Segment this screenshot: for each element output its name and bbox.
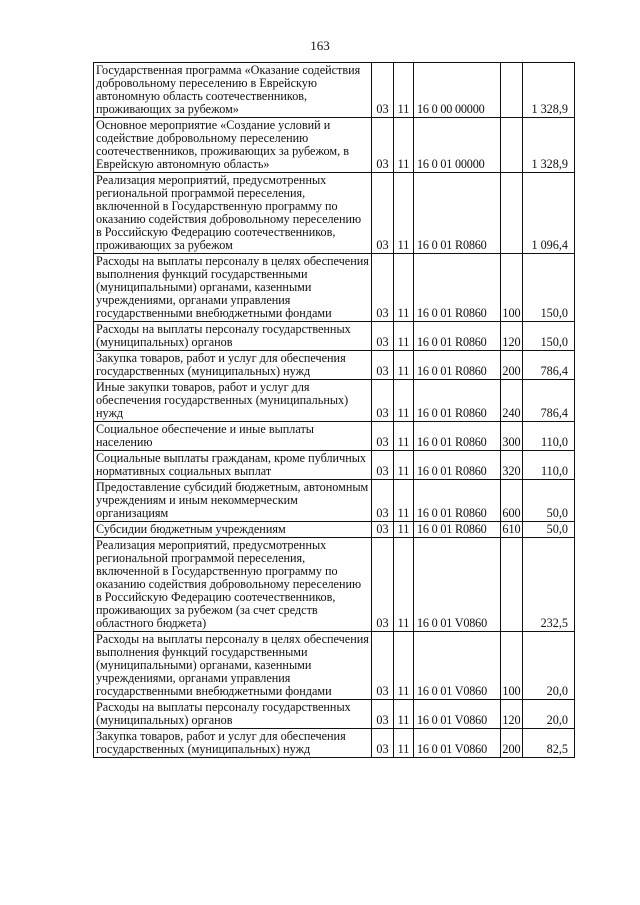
item-name-cell: Государственная программа «Оказание содействия добровольному переселению в Еврейскую автономную область соотечественников, проживающих за рубежом» xyxy=(94,63,372,118)
amount-cell: 20,0 xyxy=(523,700,575,729)
item-name-cell: Реализация мероприятий, предусмотренных региональной программой переселения, включенной в Государственную программу по оказанию содействия добровольному переселению в Российскую Федерацию соотечественников, проживающих за рубежом xyxy=(94,173,372,254)
expense-type-cell xyxy=(501,63,523,118)
budget-table-body xyxy=(94,63,575,758)
table-row xyxy=(94,538,575,632)
table-row xyxy=(94,700,575,729)
target-article-cell: 16 0 01 R0860 xyxy=(414,480,501,522)
target-article-cell: 16 0 01 V0860 xyxy=(414,729,501,758)
target-article-cell: 16 0 01 R0860 xyxy=(414,351,501,380)
table-row xyxy=(94,351,575,380)
section-code-cell: 03 xyxy=(372,422,394,451)
target-article-cell: 16 0 01 V0860 xyxy=(414,538,501,632)
section-code-cell: 03 xyxy=(372,632,394,700)
expense-type-cell: 200 xyxy=(501,729,523,758)
subsection-code-cell: 11 xyxy=(394,63,414,118)
amount-cell: 786,4 xyxy=(523,380,575,422)
subsection-code-cell: 11 xyxy=(394,632,414,700)
table-row xyxy=(94,63,575,118)
subsection-code-cell: 11 xyxy=(394,380,414,422)
subsection-code-cell: 11 xyxy=(394,351,414,380)
item-name-cell: Закупка товаров, работ и услуг для обеспечения государственных (муниципальных) нужд xyxy=(94,729,372,758)
section-code-cell: 03 xyxy=(372,700,394,729)
subsection-code-cell: 11 xyxy=(394,480,414,522)
section-code-cell: 03 xyxy=(372,451,394,480)
section-code-cell: 03 xyxy=(372,118,394,173)
section-code-cell: 03 xyxy=(372,522,394,538)
subsection-code-cell: 11 xyxy=(394,522,414,538)
amount-cell: 110,0 xyxy=(523,451,575,480)
item-name-cell: Закупка товаров, работ и услуг для обеспечения государственных (муниципальных) нужд xyxy=(94,351,372,380)
expense-type-cell: 610 xyxy=(502,522,521,536)
item-name-cell: Расходы на выплаты персоналу государственных (муниципальных) органов xyxy=(94,700,372,729)
table-row xyxy=(94,380,575,422)
target-article-cell: 16 0 01 00000 xyxy=(414,118,501,173)
target-article-cell: 16 0 01 R0860 xyxy=(414,380,501,422)
target-article-cell: 16 0 01 V0860 xyxy=(414,700,501,729)
expense-type-cell xyxy=(501,118,523,173)
table-row xyxy=(94,451,575,480)
item-name-cell: Социальное обеспечение и иные выплаты населению xyxy=(94,422,372,451)
subsection-code-cell: 11 xyxy=(394,451,414,480)
target-article-cell: 16 0 00 00000 xyxy=(414,63,501,118)
table-row xyxy=(94,118,575,173)
target-article-cell: 16 0 01 R0860 xyxy=(414,322,501,351)
section-code-cell: 03 xyxy=(372,322,394,351)
subsection-code-cell: 11 xyxy=(394,729,414,758)
subsection-code-cell: 11 xyxy=(394,254,414,322)
target-article-cell: 16 0 01 R0860 xyxy=(414,451,501,480)
item-name-cell: Предоставление субсидий бюджетным, автономным учреждениям и иным некоммерческим организациям xyxy=(94,480,372,522)
expense-type-cell: 120 xyxy=(501,700,523,729)
section-code-cell: 03 xyxy=(372,351,394,380)
amount-cell: 82,5 xyxy=(523,729,575,758)
expense-type-cell: 120 xyxy=(501,322,523,351)
target-article-cell: 16 0 01 R0860 xyxy=(414,522,501,538)
table-row xyxy=(94,422,575,451)
amount-cell: 20,0 xyxy=(523,632,575,700)
item-name-cell: Иные закупки товаров, работ и услуг для обеспечения государственных (муниципальных) нужд xyxy=(94,380,372,422)
subsection-code-cell: 11 xyxy=(394,322,414,351)
amount-cell: 110,0 xyxy=(523,422,575,451)
expense-type-cell xyxy=(501,173,523,254)
table-row xyxy=(94,480,575,522)
target-article-cell: 16 0 01 V0860 xyxy=(414,632,501,700)
amount-cell: 150,0 xyxy=(523,254,575,322)
expense-type-cell: 240 xyxy=(501,380,523,422)
subsection-code-cell: 11 xyxy=(394,538,414,632)
section-code-cell: 03 xyxy=(372,480,394,522)
expense-type-cell: 600 xyxy=(501,480,523,522)
amount-cell: 232,5 xyxy=(523,538,575,632)
target-article-cell: 16 0 01 R0860 xyxy=(414,173,501,254)
section-code-cell: 03 xyxy=(372,380,394,422)
section-code-cell: 03 xyxy=(372,538,394,632)
table-row xyxy=(94,254,575,322)
target-article-cell: 16 0 01 R0860 xyxy=(414,254,501,322)
subsection-code-cell: 11 xyxy=(394,700,414,729)
amount-cell: 50,0 xyxy=(523,480,575,522)
expense-type-cell: 100 xyxy=(501,632,523,700)
expense-type-cell: 100 xyxy=(501,254,523,322)
table-row xyxy=(94,173,575,254)
budget-table xyxy=(93,62,575,758)
item-name-cell: Основное мероприятие «Создание условий и содействие добровольному переселению соотечественников, проживающих за рубежом, в Еврейскую автономную область» xyxy=(94,118,372,173)
item-name-cell: Расходы на выплаты персоналу в целях обеспечения выполнения функций государственными (муниципальными) органами, казенными учреждениями, органами управления государственными внебюджетными фондами xyxy=(94,254,372,322)
amount-cell: 1 096,4 xyxy=(523,173,575,254)
subsection-code-cell: 11 xyxy=(394,173,414,254)
page-number: 163 xyxy=(310,38,330,53)
amount-cell: 1 328,9 xyxy=(523,118,575,173)
table-row xyxy=(94,322,575,351)
item-name-cell: Субсидии бюджетным учреждениям xyxy=(94,522,372,538)
item-name-cell: Социальные выплаты гражданам, кроме публичных нормативных социальных выплат xyxy=(94,451,372,480)
amount-cell: 786,4 xyxy=(523,351,575,380)
section-code-cell: 03 xyxy=(372,254,394,322)
amount-cell: 1 328,9 xyxy=(523,63,575,118)
amount-cell: 50,0 xyxy=(523,522,575,538)
subsection-code-cell: 11 xyxy=(394,118,414,173)
table-row xyxy=(94,522,575,538)
expense-type-cell: 320 xyxy=(501,451,523,480)
target-article-cell: 16 0 01 R0860 xyxy=(414,422,501,451)
item-name-cell: Расходы на выплаты персоналу в целях обеспечения выполнения функций государственными (муниципальными) органами, казенными учреждениями, органами управления государственными внебюджетными фондами xyxy=(94,632,372,700)
item-name-cell: Реализация мероприятий, предусмотренных региональной программой переселения, включенной в Государственную программу по оказанию содействия добровольному переселению в Российскую Федерацию соотечественников, проживающих за рубежом (за счет средств областного бюджета) xyxy=(94,538,372,632)
table-row xyxy=(94,729,575,758)
section-code-cell: 03 xyxy=(372,173,394,254)
expense-type-cell: 300 xyxy=(501,422,523,451)
section-code-cell: 03 xyxy=(372,63,394,118)
section-code-cell: 03 xyxy=(372,729,394,758)
item-name-cell: Расходы на выплаты персоналу государственных (муниципальных) органов xyxy=(94,322,372,351)
amount-cell: 150,0 xyxy=(523,322,575,351)
table-row xyxy=(94,632,575,700)
expense-type-cell: 200 xyxy=(501,351,523,380)
subsection-code-cell: 11 xyxy=(394,422,414,451)
expense-type-cell xyxy=(501,538,523,632)
